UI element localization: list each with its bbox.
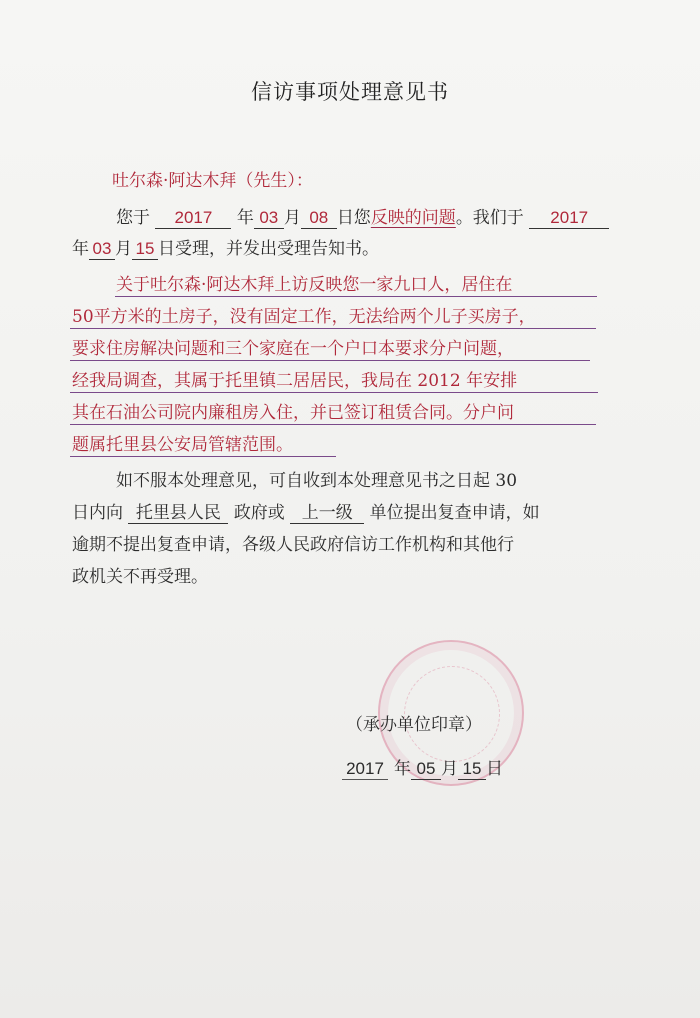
para1-text: 您于 [116, 208, 150, 228]
sign-month: 05 [411, 759, 441, 780]
underline [70, 328, 596, 329]
para3-line4: 政机关不再受理。 [72, 567, 208, 587]
underline [70, 392, 598, 393]
para2-line: 要求住房解决问题和三个家庭在一个户口本要求分户问题， [72, 339, 514, 359]
sign-date-text: 日 [486, 759, 503, 779]
underline [70, 360, 590, 361]
para1-text: 日您 [336, 208, 371, 228]
para3-line2 [72, 502, 540, 524]
para2-line: 题属托里县公安局管辖范围。 [72, 435, 293, 455]
accepted-month: 03 [89, 239, 115, 260]
para1-text: 月 [283, 208, 301, 228]
government-name: 托里县人民 [128, 503, 228, 524]
para3-line1: 如不服本处理意见，可自收到本处理意见书之日起 30 [116, 471, 518, 491]
filed-year: 2017 [155, 208, 231, 229]
filed-month: 03 [254, 208, 284, 229]
filed-day: 08 [301, 208, 337, 229]
para2-line: 关于吐尔森·阿达木拜上访反映您一家九口人，居住在 [116, 275, 513, 295]
document-title: 信访事项处理意见书 [251, 80, 449, 104]
accepted-year: 2017 [529, 208, 609, 229]
para2-line: 其在石油公司院内廉租房入住，并已签订租赁合同。分户问 [72, 403, 514, 423]
salutation: 吐尔森·阿达木拜（先生）： [112, 171, 313, 191]
sign-day: 15 [458, 759, 486, 780]
para2-line: 经我局调查，其属于托里镇二居居民，我局在 2012 年安排 [72, 371, 518, 391]
issue-phrase: 反映的问题 [370, 208, 456, 228]
sign-year: 2017 [342, 759, 388, 780]
para3-text: 政府或 [233, 503, 285, 523]
sign-date [342, 758, 503, 780]
para1-text: 年 [236, 208, 254, 228]
underline [70, 456, 336, 457]
underline [70, 424, 596, 425]
para3-line3: 逾期不提出复查申请，各级人民政府信访工作机构和其他行 [72, 535, 514, 555]
sign-date-text: 月 [441, 759, 458, 779]
para1-line1 [116, 207, 609, 229]
para1-text: 。我们于 [455, 208, 524, 228]
underline [115, 296, 597, 297]
para1-text: 年 [72, 239, 89, 259]
seal-label: （承办单位印章） [346, 715, 482, 735]
upper-level: 上一级 [290, 503, 364, 524]
para2-line: 50平方米的土房子，没有固定工作，无法给两个儿子买房子， [72, 307, 536, 327]
para1-line2 [72, 238, 379, 260]
para3-text: 日内向 [72, 503, 123, 523]
sign-date-text: 年 [394, 759, 411, 779]
accepted-day: 15 [132, 239, 158, 260]
para3-text: 单位提出复查申请，如 [369, 503, 540, 523]
para1-text: 日受理，并发出受理告知书。 [158, 239, 379, 259]
para1-text: 月 [115, 239, 132, 259]
